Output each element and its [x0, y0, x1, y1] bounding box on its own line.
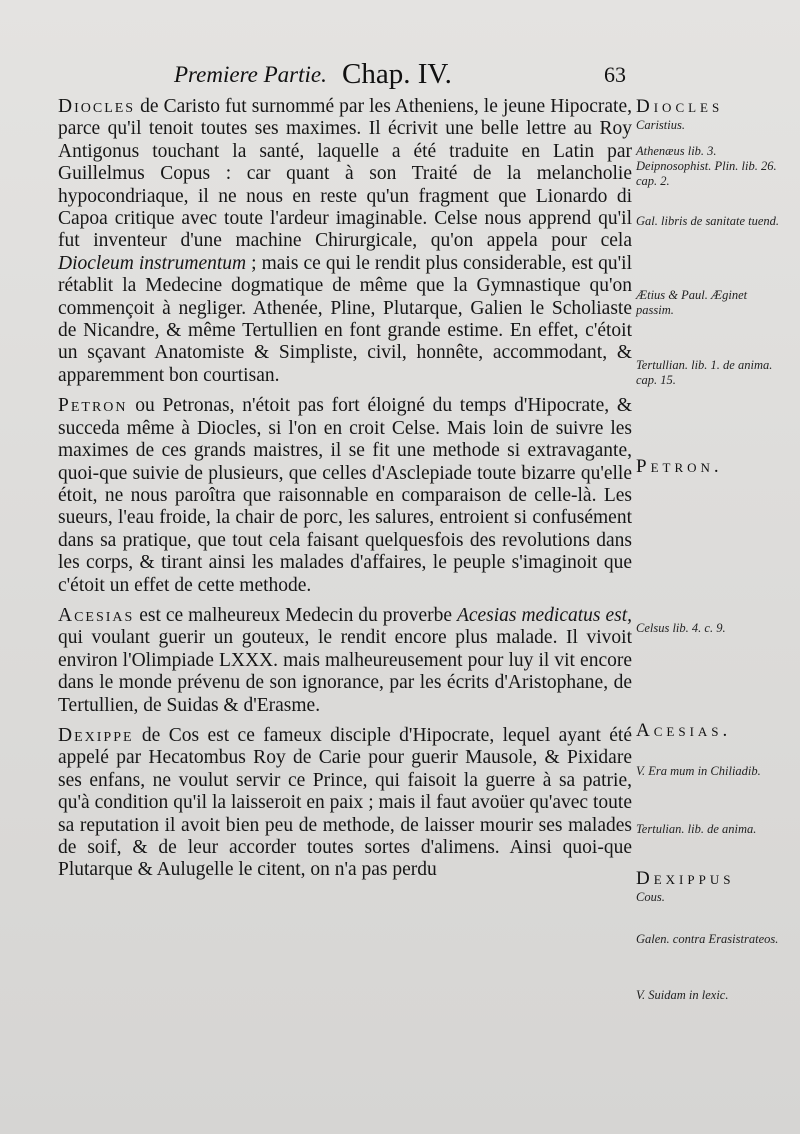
margin-citation: Athenæus lib. 3. Deipnosophist. Plin. lib. 26. cap. 2. [636, 144, 777, 188]
running-title: Premiere Partie. [174, 62, 327, 87]
margin-citation: Celsus lib. 4. c. 9. [636, 621, 726, 635]
paragraph-text: est ce malheureux Medecin du proverbe [134, 604, 457, 626]
margin-note-celsus [636, 621, 784, 636]
paragraph-text: de Cos est ce fameux disciple d'Hipocrate, lequel ayant été appelé par Hecatombus Roy de Carie pour guerir Mausole, & Pixidare ses enfans, ne voulut servir ce Prince, qui faisoit la guerre à sa patrie, qu'à condition qu'il la laisseroit en paix ; mais il faut avoüer qu'avec toute sa reputation il avoit bien peu de methode, de laisser mourir ses malades de soif, & de leur accorder toutes sortes d'alimens. Ainsi quoi-que Plutarque & Aulugelle le citent, on n'a pas perdu [58, 724, 632, 881]
paragraph-text-continued: ; mais ce qui le rendit plus considerable, est qu'il rétablit la Medecine dogmatique de même que la Gymnastique qu'on commençoit à negliger. Athenée, Pline, Plutarque, Galien le Scholiaste de Nicandre, & même Tertullien en font grande estime. En effet, c'étoit un sçavant Anatomiste & Simpliste, civil, honnête, accommodant, & apparemment bon courtisan. [58, 252, 632, 386]
margin-name: Acesias. [636, 720, 732, 741]
paragraph-lead-word: Petron [58, 395, 128, 417]
margin-citation: V. Era mum in Chiliadib. [636, 764, 761, 778]
margin-note-petron [636, 456, 784, 478]
margin-citation: Cous. [636, 890, 665, 904]
paragraph-lead-word: Acesias [58, 604, 135, 626]
margin-name: Diocles [636, 96, 724, 117]
margin-note-suidas [636, 988, 784, 1003]
margin-citation: Galen. contra Erasistrateos. [636, 932, 779, 946]
margin-citation: Tertullian. lib. 1. de anima. cap. 15. [636, 358, 773, 387]
margin-note-athenaeus [636, 144, 784, 189]
margin-name: Dexippus [636, 868, 735, 889]
margin-citation: Tertulian. lib. de anima. [636, 822, 757, 836]
margin-note-galen-contra [636, 932, 784, 947]
paragraph-lead-word: Dexippe [58, 724, 134, 746]
margin-note-acesias [636, 720, 784, 742]
margin-note-aetius [636, 288, 784, 318]
margin-note-tertulian [636, 822, 784, 837]
chapter-heading: Chap. IV. [342, 58, 452, 90]
paragraph-text: ou Petronas, n'étoit pas fort éloigné du temps d'Hipocrate, & succeda même à Diocles, si l'on en croit Celse. Mais loin de suivre les maximes de ces grands maistres, il se fit une methode si extravagante, quoi-que suivie de plusieurs, que celles d'Asclepiade toute bizarre qu'elle étoit, ne nous paroîtra que raisonnable en comparaison de celle-là. Les sueurs, l'eau froide, la chair de porc, les salures, entroient si confusément dans sa pratique, que tout cela faisant quelquesfois des revolutions dans les corps, & tirant ainsi les malades d'affaires, le peuple s'imaginoit que c'étoit un effet de cette methode. [58, 395, 632, 596]
margin-note-tertullian [636, 358, 784, 388]
margin-note-erasmus [636, 764, 784, 779]
paragraph-text: de Caristo fut surnommé par les Atheniens, le jeune Hipocrate, parce qu'il tenoit toutes ses maximes. Il écrivit une belle lettre au Roy Antigonus touchant la santé, laquelle a été traduite en Latin par Guillelmus Copus : car quant à son Traité de la melancholie hypocondriaque, il ne nous en reste qu'un fragment que Lionardo di Capoa critique avec toute l'ardeur imaginable. Celse nous apprend qu'il fut inventeur d'une machine Chirurgicale, qu'on appela pour cela [58, 96, 632, 252]
paragraph-italic: Acesias medicatus est, [456, 604, 632, 626]
margin-note-dexippus [636, 868, 784, 905]
page-header [0, 60, 800, 96]
paragraph-dexippe [58, 725, 632, 882]
margin-citation: Caristius. [636, 118, 685, 132]
main-text-column [58, 96, 632, 884]
margin-citation: Ætius & Paul. Æginet passim. [636, 288, 748, 317]
margin-citation: Gal. libris de sanitate tuend. [636, 214, 780, 228]
paragraph-text-continued: qui voulant guerir un gouteux, le rendit encore plus malade. Il vivoit environ l'Olimpiade LXXX. mais malheureusement pour luy il vit encore dans le monde prévenu de son ignorance, par les écrits d'Aristophane, de Tertullien, de Suidas & d'Erasme. [58, 627, 632, 716]
margin-name: Petron. [636, 456, 723, 477]
margin-note-galen [636, 214, 784, 229]
paragraph-diocles [58, 96, 632, 387]
margin-note-diocles [636, 96, 784, 133]
paragraph-petron [58, 395, 632, 597]
paragraph-lead-word: Diocles [58, 96, 136, 117]
paragraph-acesias [58, 605, 632, 717]
margin-citation: V. Suidam in lexic. [636, 988, 729, 1002]
paragraph-italic: Diocleum instrumentum [58, 252, 247, 274]
page-number: 63 [604, 62, 626, 87]
